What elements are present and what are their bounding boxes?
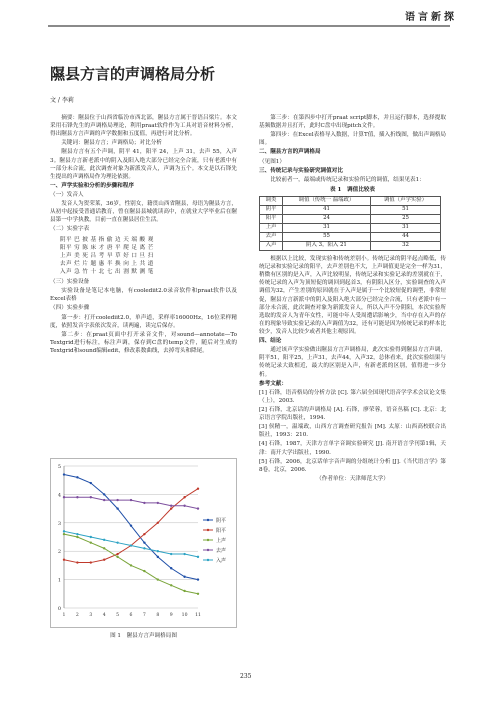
data-point: [103, 493, 105, 495]
abstract: 摘要：隰县位于山西省临汾市西北部，隰县方言属于晋语吕梁片。本文采用石锋先生的声调格局理论，利用praat软件作为工具对语音材料分析，得出隰县方言声调的声学数据和五度值，再进行对比分析。: [50, 115, 237, 138]
data-point: [130, 499, 132, 501]
table-cell: 31: [282, 223, 370, 232]
table-row: [260, 241, 441, 250]
data-point: [197, 507, 199, 509]
data-point: [90, 541, 92, 543]
data-point: [90, 536, 92, 538]
table-cell: 51: [371, 205, 441, 214]
section-heading-3: 三、传统记录与实验研究调值对比: [259, 167, 343, 174]
table-cell: 入声: [260, 241, 283, 250]
data-point: [116, 556, 118, 558]
figure-reference: （见图1）: [259, 158, 285, 165]
figure-caption: 图 1 隰县方言声调格局图: [110, 633, 177, 639]
x-tick-label: 6: [129, 613, 133, 618]
table-header: 调值（声学实验）: [371, 196, 441, 205]
word-list-row: 阳平 穷 陈 床 才 唐 平 爬 足 离 芒: [60, 244, 154, 251]
y-tick-label: 2: [57, 549, 61, 556]
y-tick-label: 1: [57, 577, 61, 584]
legend-label: 上声: [216, 538, 227, 544]
left-column: [50, 114, 237, 356]
legend-marker: [207, 529, 209, 531]
section-heading-2: 二、隰县方言的声调格局: [259, 149, 321, 156]
data-point: [143, 533, 145, 535]
legend-label: 阴平: [216, 518, 227, 524]
table-row: [260, 223, 441, 232]
data-point: [63, 530, 65, 532]
table-cell: 24: [282, 214, 370, 223]
x-tick-label: 5: [116, 613, 120, 618]
right-column: [259, 114, 446, 484]
data-point: [197, 578, 199, 580]
subheading-wordlist: （二）实验字表: [50, 226, 90, 233]
data-point: [183, 590, 185, 592]
analysis-paragraph: 根据以上比较，发现实验和传统差别小。传统记录的阴平起点略低，传统记录和实验记录的阳平，去声差别也不大，上声调值更是完全一样为31，稍微有区别的是入声，入声比较明显，传统记录和实验记录的差别就在于，传统记录的入声为顶短促的调回到起首3，有阴阳入区分，实验调查的入声调值为32，产生差别的原因就在于入声是属于一个比较短促的调型，非常短促，隰县方言新派中的阴入及阳入绝大部分已经完全合流，只有老派中有一部分未合流，此次调查对象为新派发音人，所以入声不分阴阳，本次实验所选取的发音人为青年女性，可能中年人受周遭话影响少，当中存在入声的存在的现象导致实验记录的入声调值为32，还有可能是因为传统记录的样本比较少，发音人比较少或者其他主观原因。: [259, 255, 446, 335]
author-unit: （作者单位：天津师范大学）: [316, 475, 389, 482]
reference-item: [1] 石锋，语音格局的分析方法 [C]. 第六届全国现代语音学学术会议论文集（上），2003.: [259, 389, 446, 404]
x-tick-label: 3: [89, 613, 93, 618]
data-point: [143, 547, 145, 549]
conclusion-paragraph: 通过该声学实验做出隰县方言声调格局，此次实验得到隰县方言声调，阴平51，阳平25，上声31，去声44，入声32，总体看来，此次实验结果与传统记录大致相近，最大的区别是入声，有新老派的区别，值得进一步分析。: [259, 347, 446, 378]
intro-paragraph: 隰县方言有五个声调，阴平 41，阳平 24，上声 31，去声 55，入声 3。隰县方言新老派中的阴入及阳入绝大部分已经完全合流，只有老派中有一部分未合流，此次调查对象为新派发音人，声调为五个。本文是以石锋先生提出的声调格局作为理论依据。: [50, 149, 237, 180]
references: [259, 380, 446, 483]
header-rule: [48, 25, 450, 27]
x-tick-label: 8: [156, 613, 160, 618]
data-point: [183, 505, 185, 507]
reference-item: [4] 石锋，1987，天津方言单字音调实验研究 [J]. 南开语言学刊第1辑，天津：南开大学出版社，1990.: [259, 441, 446, 456]
data-point: [116, 499, 118, 501]
table-cell: 阴入 3，阳入 21: [282, 241, 370, 250]
tone-comparison-table: [259, 196, 441, 251]
data-point: [76, 533, 78, 535]
data-point: [63, 533, 65, 535]
data-point: [76, 561, 78, 563]
data-point: [76, 476, 78, 478]
data-point: [103, 559, 105, 561]
legend-marker: [207, 519, 209, 521]
data-point: [157, 502, 159, 504]
x-tick-label: 4: [102, 613, 106, 618]
word-list-row: 入声 急 竹 十 北 七 出 割 默 测 笔: [60, 268, 154, 275]
data-point: [170, 505, 172, 507]
references-title: 参考文献：: [259, 380, 287, 387]
data-point: [170, 507, 172, 509]
table-cell: 31: [371, 223, 441, 232]
legend-label: 入声: [216, 558, 227, 564]
legend-marker: [207, 539, 209, 541]
legend-marker: [207, 559, 209, 561]
data-point: [130, 524, 132, 526]
table-cell: 41: [282, 205, 370, 214]
page-number: 235: [240, 673, 252, 680]
data-point: [130, 544, 132, 546]
subheading-equipment: （三）实验设备: [50, 279, 90, 286]
y-tick-label: 0: [57, 606, 61, 612]
x-tick-label: 2: [75, 613, 79, 618]
data-point: [143, 502, 145, 504]
data-point: [157, 550, 159, 552]
equipment-paragraph: 实验设备是笔记本电脑，有coolediit2.0录音软件和praat软件以及Excel表格: [50, 288, 237, 303]
data-point: [90, 561, 92, 563]
x-tick-label: 1: [62, 613, 66, 618]
legend-label: 去声: [216, 548, 227, 554]
data-point: [116, 507, 118, 509]
data-point: [170, 553, 172, 555]
data-point: [103, 547, 105, 549]
data-point: [197, 556, 199, 558]
reference-item: [3] 侯精一，温端政，山西方言调查研究报告 [M]. 太原：山西高校联合出版社，1993：210.: [259, 424, 446, 439]
table-cell: 44: [371, 232, 441, 241]
table-header: 调类: [260, 196, 283, 205]
article-title: 隰县方言的声调格局分析: [50, 65, 216, 83]
data-point: [130, 564, 132, 566]
data-point: [103, 539, 105, 541]
x-tick-label: 7: [142, 613, 146, 618]
table-cell: 去声: [260, 232, 283, 241]
data-point: [76, 536, 78, 538]
data-point: [183, 496, 185, 498]
table-row: [260, 232, 441, 241]
data-point: [90, 482, 92, 484]
legend-label: 阳平: [216, 528, 227, 534]
step4-paragraph: 第四步：在Excel表格导入数据，计算T值，插入折线图，做出声调格局图。: [259, 132, 447, 147]
table-header-row: [260, 196, 441, 205]
subheading-steps: （四）实验步骤: [50, 305, 90, 312]
word-list: [60, 236, 237, 277]
table-cell: 25: [371, 214, 441, 223]
y-tick-label: 3: [57, 520, 61, 527]
y-tick-label: 4: [57, 492, 61, 499]
data-point: [103, 499, 105, 501]
author-line: 文 / 李莉: [50, 97, 74, 104]
step2-paragraph: 第二步：在praat页面中打开录音文件，对sound—annotate—To Textgrid进行标注，标注声调，保存到C盘的temp文件，随后对生成的Textgrid和sound编辑edit，修改系数曲线，去掉弯头和降尾。: [50, 331, 237, 354]
section-heading-4: 四、结论: [259, 338, 282, 345]
step3-paragraph: 第三步：在第四步中打开praat script脚本，并且运行脚本，选择提取基频数据并且打开，此时C盘中出现pitch文件。: [259, 115, 446, 130]
step1-paragraph: 第一步：打开coolediit2.0，单声道，采样率16000Hz，16位采样精度，依照发音字表依次发音，读两遍，读完后保存。: [50, 314, 237, 329]
x-tick-label: 10: [181, 613, 188, 618]
data-point: [90, 496, 92, 498]
data-point: [157, 556, 159, 558]
data-point: [197, 593, 199, 595]
tone-pattern-chart: [50, 458, 237, 628]
table-header: 调值（传统一 温端政）: [282, 196, 370, 205]
word-list-row: 去声 烂 片 题 惠 半 换 向 上 共 道: [60, 260, 154, 267]
compare-paragraph: 比较前者一，最端或传统记录和实验所记的调值，结果见表1：: [270, 176, 425, 183]
data-point: [116, 541, 118, 543]
section-header: 语言新探: [405, 12, 457, 23]
x-tick-label: 11: [195, 613, 201, 618]
table-row: [260, 205, 441, 214]
data-point: [197, 488, 199, 490]
data-point: [170, 584, 172, 586]
subheading-speaker: （一）发音人: [50, 191, 84, 198]
reference-item: [2] 石锋，北京话的声调格局 [A]. 石锋，廖荣蓉，语音丛稿 [C]. 北京：北京语言学院出版社，1994.: [259, 406, 446, 422]
table-cell: 阳平: [260, 214, 283, 223]
table-row: [260, 214, 441, 223]
legend-marker: [207, 549, 209, 551]
data-point: [157, 578, 159, 580]
x-tick-label: 9: [169, 613, 173, 618]
data-point: [183, 553, 185, 555]
data-point: [63, 496, 65, 498]
keywords: 关键词：隰县方言；声调格局；对比分析: [61, 140, 162, 147]
table-caption: 表 1 调值比较表: [330, 186, 375, 193]
data-point: [116, 553, 118, 555]
data-point: [143, 570, 145, 572]
data-point: [183, 576, 185, 578]
data-point: [143, 541, 145, 543]
data-point: [63, 559, 65, 561]
section-heading-1: 一、声学实验和分析的步骤和程序: [50, 182, 134, 189]
data-point: [76, 496, 78, 498]
y-tick-label: 5: [57, 464, 61, 470]
table-cell: 阴平: [260, 205, 283, 214]
word-list-row: 阴平 巴 披 基 指 偷 边 天 端 酸 观: [60, 236, 154, 243]
data-point: [170, 567, 172, 569]
word-list-row: 上声 美 死 吕 考 早 草 好 口 旦 扫: [60, 252, 154, 259]
data-point: [157, 522, 159, 524]
table-cell: 32: [371, 241, 441, 250]
table-cell: 上声: [260, 223, 283, 232]
reference-item: [5] 石锋，2006，北京话单字音声调的分组统计分析 [J].《当代语言学》第8卷，北京，2006.: [259, 458, 446, 473]
data-point: [63, 473, 65, 475]
table-cell: 55: [282, 232, 370, 241]
speaker-paragraph: 发音人为贺荣莱，36岁，性别女，籍贯山西省隰县，母语为隰县方言，从初中起接受普通话教育，曾在隰县县城就读高中，在就业大学毕业后在隰县第一中学执教，目前一直在隰县居住生活。: [50, 201, 237, 224]
